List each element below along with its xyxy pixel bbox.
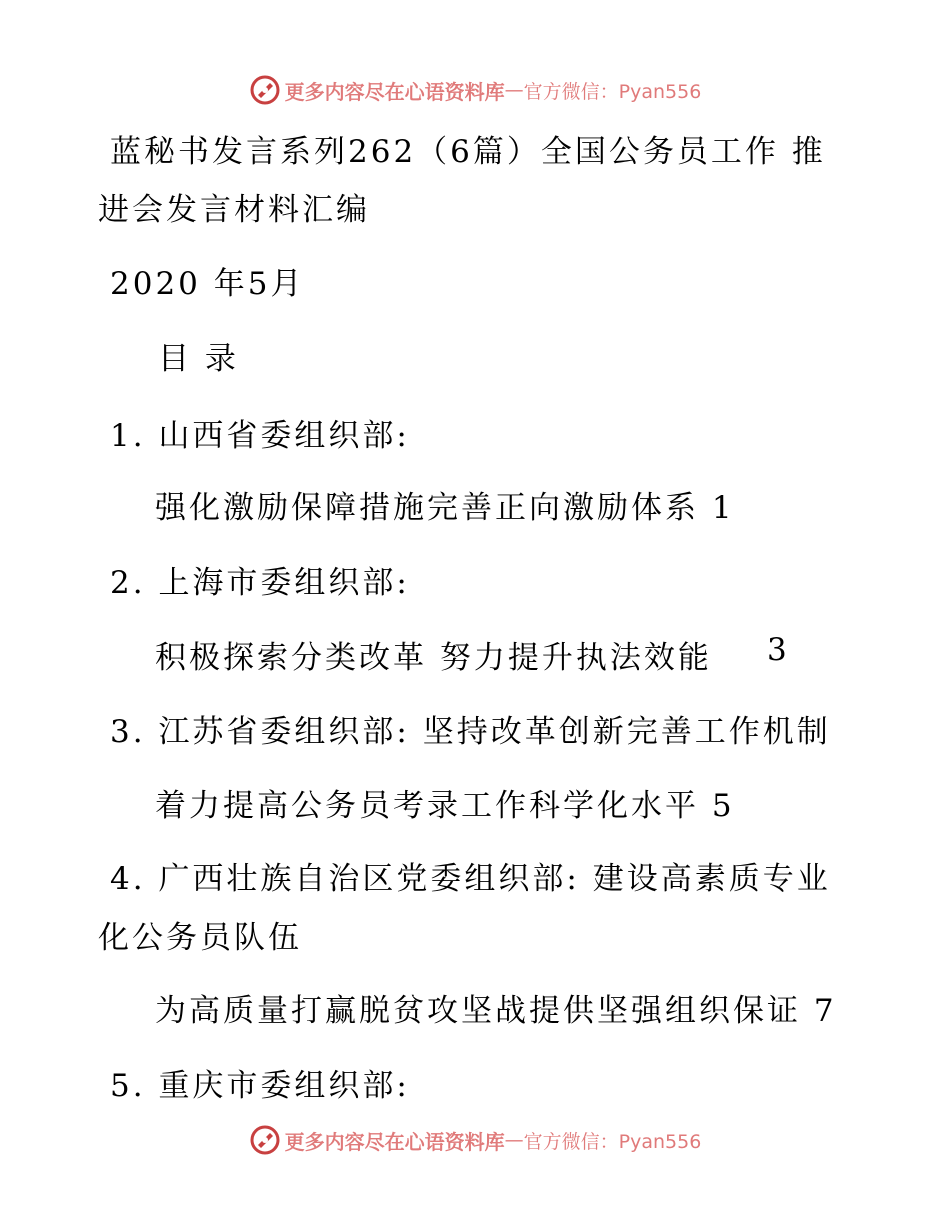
toc-entry-page: 1 (711, 490, 735, 526)
watermark-banner-top (0, 70, 950, 110)
toc-entry-5-org (110, 1060, 410, 1105)
toc-entry-3-org (110, 706, 831, 751)
toc-entry-2-title (155, 632, 712, 677)
toc-heading: 目 录 (158, 341, 239, 377)
toc-entry-1-org (110, 410, 410, 455)
watermark-separator: — (504, 79, 524, 101)
toc-entry-number: 4. (110, 861, 146, 897)
doc-title-line-1: 蓝秘书发言系列262（6篇）全国公务员工作 推 (110, 134, 826, 170)
toc-entry-number: 1. (110, 418, 146, 454)
toc-entry-4-org (110, 853, 831, 898)
toc-entry-org: 山西省委组织部: (158, 418, 410, 454)
toc-entry-4-title (155, 985, 837, 1030)
toc-entry-title: 积极探索分类改革 努力提升执法效能 (155, 640, 712, 676)
toc-entry-org: 重庆市委组织部: (158, 1068, 410, 1104)
watermark-banner-bottom (0, 1120, 950, 1160)
toc-entry-1-title (155, 482, 735, 527)
toc-entry-org: 广西壮族自治区党委组织部: 建设高素质专业 (158, 861, 831, 897)
toc-entry-2-org (110, 557, 410, 602)
toc-entry-number: 3. (110, 714, 146, 750)
watermark-separator: — (504, 1129, 524, 1151)
toc-entry-2-page: 3 (767, 632, 790, 668)
toc-entry-page: 7 (813, 993, 837, 1029)
toc-entry-org: 江苏省委组织部: 坚持改革创新完善工作机制 (158, 714, 831, 750)
watermark-wechat-text: 官方微信：Pyan556 (523, 1130, 702, 1153)
toc-entry-3-title (155, 780, 735, 825)
watermark-wechat-text: 官方微信：Pyan556 (523, 80, 702, 103)
watermark-logo-icon (249, 74, 281, 106)
watermark-logo-icon (249, 1124, 281, 1156)
toc-entry-title: 强化激励保障措施完善正向激励体系 (155, 490, 699, 526)
toc-entry-number: 5. (110, 1068, 146, 1104)
toc-entry-title: 为高质量打赢脱贫攻坚战提供坚强组织保证 (155, 993, 801, 1029)
toc-entry-org: 上海市委组织部: (158, 565, 410, 601)
toc-entry-page: 5 (711, 788, 735, 824)
watermark-site-text: 更多内容尽在心语资料库 (284, 79, 505, 104)
toc-entry-4-org-cont: 化公务员队伍 (98, 920, 302, 956)
doc-title-line-2: 进会发言材料汇编 (98, 192, 370, 228)
doc-date: 2020 年5月 (110, 266, 305, 302)
watermark-site-text: 更多内容尽在心语资料库 (284, 1129, 505, 1154)
toc-entry-number: 2. (110, 565, 146, 601)
toc-entry-title: 着力提高公务员考录工作科学化水平 (155, 788, 699, 824)
